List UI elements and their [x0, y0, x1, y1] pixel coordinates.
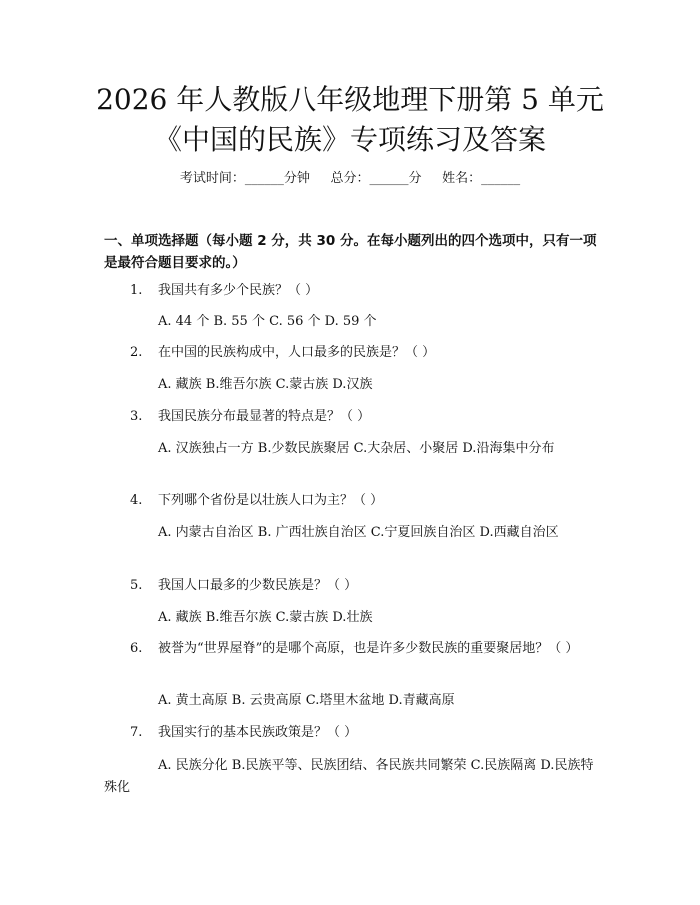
question-number: 4. — [130, 493, 143, 508]
question-5-options: A. 藏族 B.维吾尔族 C.蒙古族 D.壮族 — [158, 610, 373, 625]
question-number: 2. — [130, 345, 143, 360]
question-5 — [104, 575, 604, 597]
question-2-options: A. 藏族 B.维吾尔族 C.蒙古族 D.汉族 — [158, 377, 373, 392]
question-number: 3. — [130, 409, 143, 424]
question-6-options: A. 黄土高原 B. 云贵高原 C.塔里木盆地 D.青藏高原 — [158, 693, 455, 708]
question-text: 在中国的民族构成中，人口最多的民族是？（ ） — [158, 345, 436, 360]
question-4 — [104, 490, 604, 512]
question-2 — [104, 342, 604, 364]
question-3-options: A. 汉族独占一方 B.少数民族聚居 C.大杂居、小聚居 D.沿海集中分布 — [158, 441, 555, 456]
question-7 — [104, 722, 604, 744]
question-text: 被誉为“世界屋脊”的是哪个高原，也是许多少数民族的重要聚居地？（ ） — [158, 641, 579, 656]
question-text: 我国人口最多的少数民族是？（ ） — [158, 578, 358, 593]
question-3 — [104, 406, 604, 428]
exam-info-line: 考试时间：______分钟 总分：______分 姓名：______ — [179, 171, 521, 186]
question-7-options: A. 民族分化 B.民族平等、民族团结、各民族共同繁荣 C.民族隔离 D.民族特殊化 — [104, 758, 594, 795]
question-text: 下列哪个省份是以壮族人口为主？（ ） — [158, 493, 384, 508]
question-number: 1. — [130, 283, 143, 298]
question-1 — [104, 280, 604, 302]
section-heading: 一、单项选择题（每小题 2 分，共 30 分。在每小题列出的四个选项中，只有一项是最符合题目要求的。） — [104, 233, 597, 271]
question-number: 7. — [130, 725, 143, 740]
question-4-options: A. 内蒙古自治区 B. 广西壮族自治区 C.宁夏回族自治区 D.西藏自治区 — [158, 525, 559, 540]
question-number: 5. — [130, 578, 143, 593]
question-number: 6. — [130, 641, 143, 656]
question-6 — [104, 638, 604, 660]
question-text: 我国实行的基本民族政策是？（ ） — [158, 725, 358, 740]
document-title: 2026 年人教版八年级地理下册第 5 单元《中国的民族》专项练习及答案 — [96, 83, 604, 156]
question-text: 我国共有多少个民族？（ ） — [158, 283, 319, 298]
question-text: 我国民族分布最显著的特点是？（ ） — [158, 409, 371, 424]
question-1-options: A. 44 个 B. 55 个 C. 56 个 D. 59 个 — [158, 314, 377, 329]
